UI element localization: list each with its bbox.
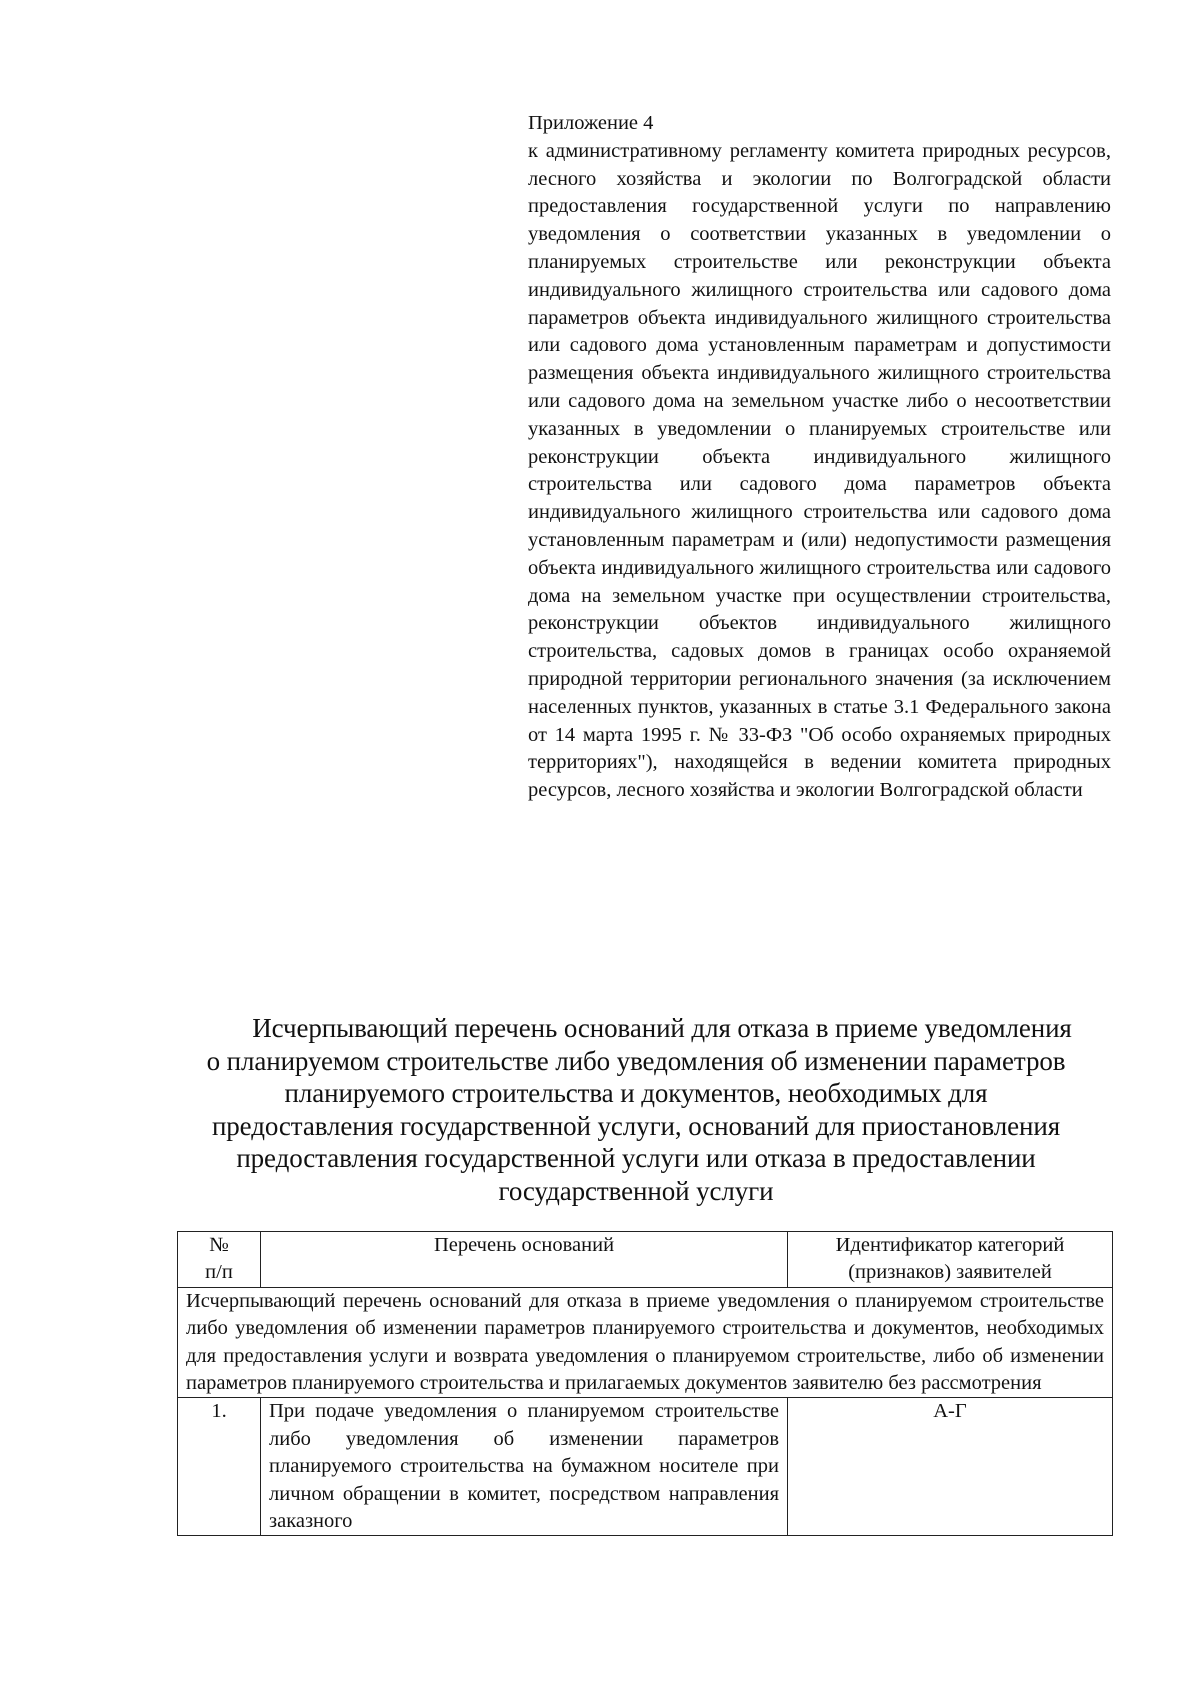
header-num-line2: п/п bbox=[205, 1261, 233, 1284]
grounds-table bbox=[177, 1231, 1113, 1536]
title-line-1 bbox=[150, 1012, 1122, 1045]
document-title bbox=[150, 1012, 1122, 1207]
section-heading: Исчерпывающий перечень оснований для отказа в приеме уведомления о планируемом строительстве либо уведомления об изменении параметров планируемого строительства и документов, необходимых для предоставления услуги и возврата уведомления о планируемом строительстве, либо об изменении параметров планируемого строительства и прилагаемых документов заявителю без рассмотрения bbox=[178, 1287, 1113, 1398]
table-row bbox=[178, 1398, 1113, 1536]
header-identifier-line2: (признаков) заявителей bbox=[848, 1261, 1052, 1284]
row-text: При подаче уведомления о планируемом строительстве либо уведомления об изменении параметров планируемого строительства на бумажном носителе при личном обращении в комитет, посредством направления заказного bbox=[261, 1398, 788, 1536]
table-header-row bbox=[178, 1232, 1113, 1288]
header-identifier bbox=[788, 1232, 1113, 1288]
header-identifier-line1: Идентификатор категорий bbox=[835, 1234, 1065, 1256]
title-line-5: предоставления государственной услуги или отказа в предоставлении bbox=[236, 1143, 1036, 1173]
title-line-6: государственной услуги bbox=[498, 1175, 774, 1206]
header-grounds: Перечень оснований bbox=[261, 1232, 788, 1288]
title-line-4: предоставления государственной услуги, оснований для приостановления bbox=[211, 1110, 1061, 1141]
appendix-block bbox=[528, 110, 1111, 805]
title-line-2: о планируемом строительстве либо уведомления об изменении параметров bbox=[206, 1045, 1066, 1076]
header-num-line1: № bbox=[209, 1234, 229, 1256]
title-line-1-text: Исчерпывающий перечень оснований для отказа в приеме уведомления bbox=[252, 1013, 1072, 1043]
row-identifier: А-Г bbox=[788, 1398, 1113, 1536]
table-section-row bbox=[178, 1287, 1113, 1398]
appendix-body: к административному регламенту комитета природных ресурсов, лесного хозяйства и экологии по Волгоградской области предоставления государственной услуги по направлению уведомления о соответствии указанных в уведомлении о планируемых строительстве или реконструкции объекта индивидуального жилищного строительства или садового дома параметров объекта индивидуального жилищного строительства или садового дома установленным параметрам и допустимости размещения объекта индивидуального жилищного строительства или садового дома на земельном участке либо о несоответствии указанных в уведомлении о планируемых строительстве или реконструкции объекта индивидуального жилищного строительства или садового дома параметров объекта индивидуального жилищного строительства или садового дома установленным параметрам и (или) недопустимости размещения объекта индивидуального жилищного строительства или садового дома на земельном участке при осуществлении строительства, реконструкции объектов индивидуального жилищного строительства, садовых домов в границах особо охраняемой природной территории регионального значения (за исключением населенных пунктов, указанных в статье 3.1 Федерального закона от 14 марта 1995 г. № 33-ФЗ "Об особо охраняемых природных территориях"), находящейся в ведении комитета природных ресурсов, лесного хозяйства и экологии Волгоградской области bbox=[528, 139, 1111, 802]
appendix-title: Приложение 4 bbox=[528, 112, 654, 134]
row-num: 1. bbox=[178, 1398, 261, 1536]
title-line-3: планируемого строительства и документов, необходимых для bbox=[284, 1078, 988, 1108]
header-num bbox=[178, 1232, 261, 1288]
